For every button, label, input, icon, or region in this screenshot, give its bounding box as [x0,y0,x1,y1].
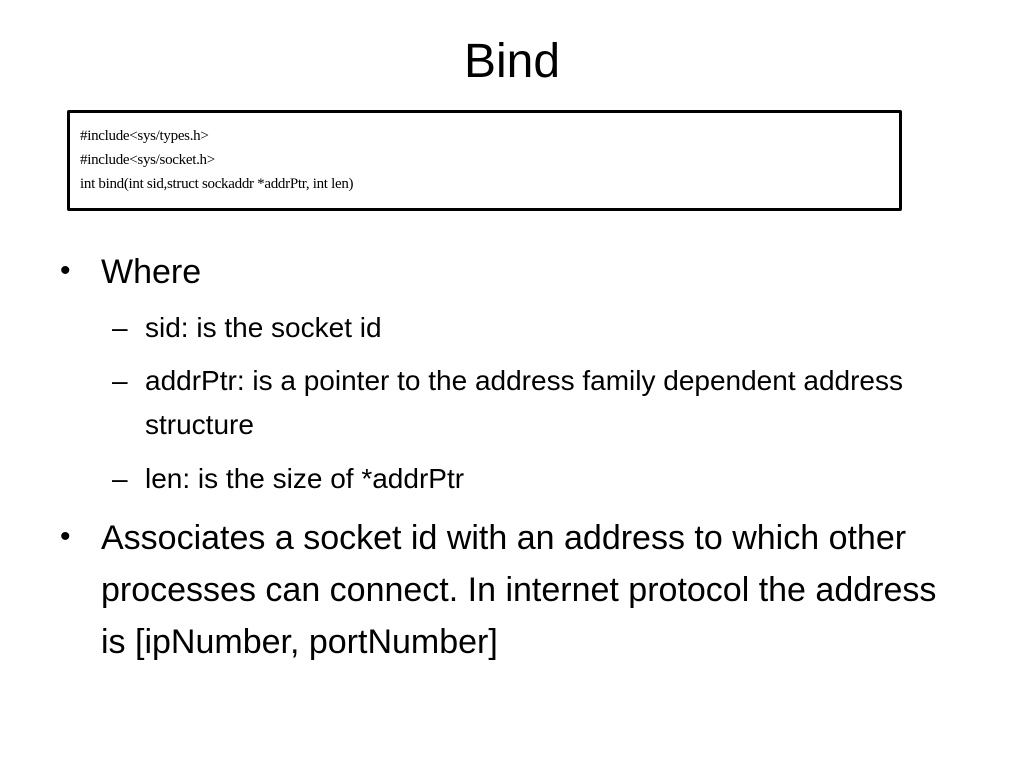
code-snippet-box [67,110,902,211]
sub-text: len: is the size of *addrPtr [145,463,465,494]
bullet-marker: • [60,520,71,553]
bullet-marker: • [60,254,71,287]
code-line-include-socket: #include<sys/socket.h> [80,152,215,168]
sub-marker: – [112,463,128,494]
code-line-bind-signature: int bind(int sid,struct sockaddr *addrPtr, int len) [80,176,354,192]
bullet-text: Associates a socket id with an address to which other processes can connect. In internet protocol the address is [ipNumber, portNumber] [101,519,937,661]
code-line-include-types: #include<sys/types.h> [80,128,209,144]
sub-marker: – [112,365,128,396]
sub-marker: – [112,312,128,343]
bullet-text: Where [101,253,202,291]
sub-text: sid: is the socket id [145,312,382,343]
sub-text: addrPtr: is a pointer to the address family dependent address structure [145,365,903,440]
slide-title: Bind [463,35,561,88]
